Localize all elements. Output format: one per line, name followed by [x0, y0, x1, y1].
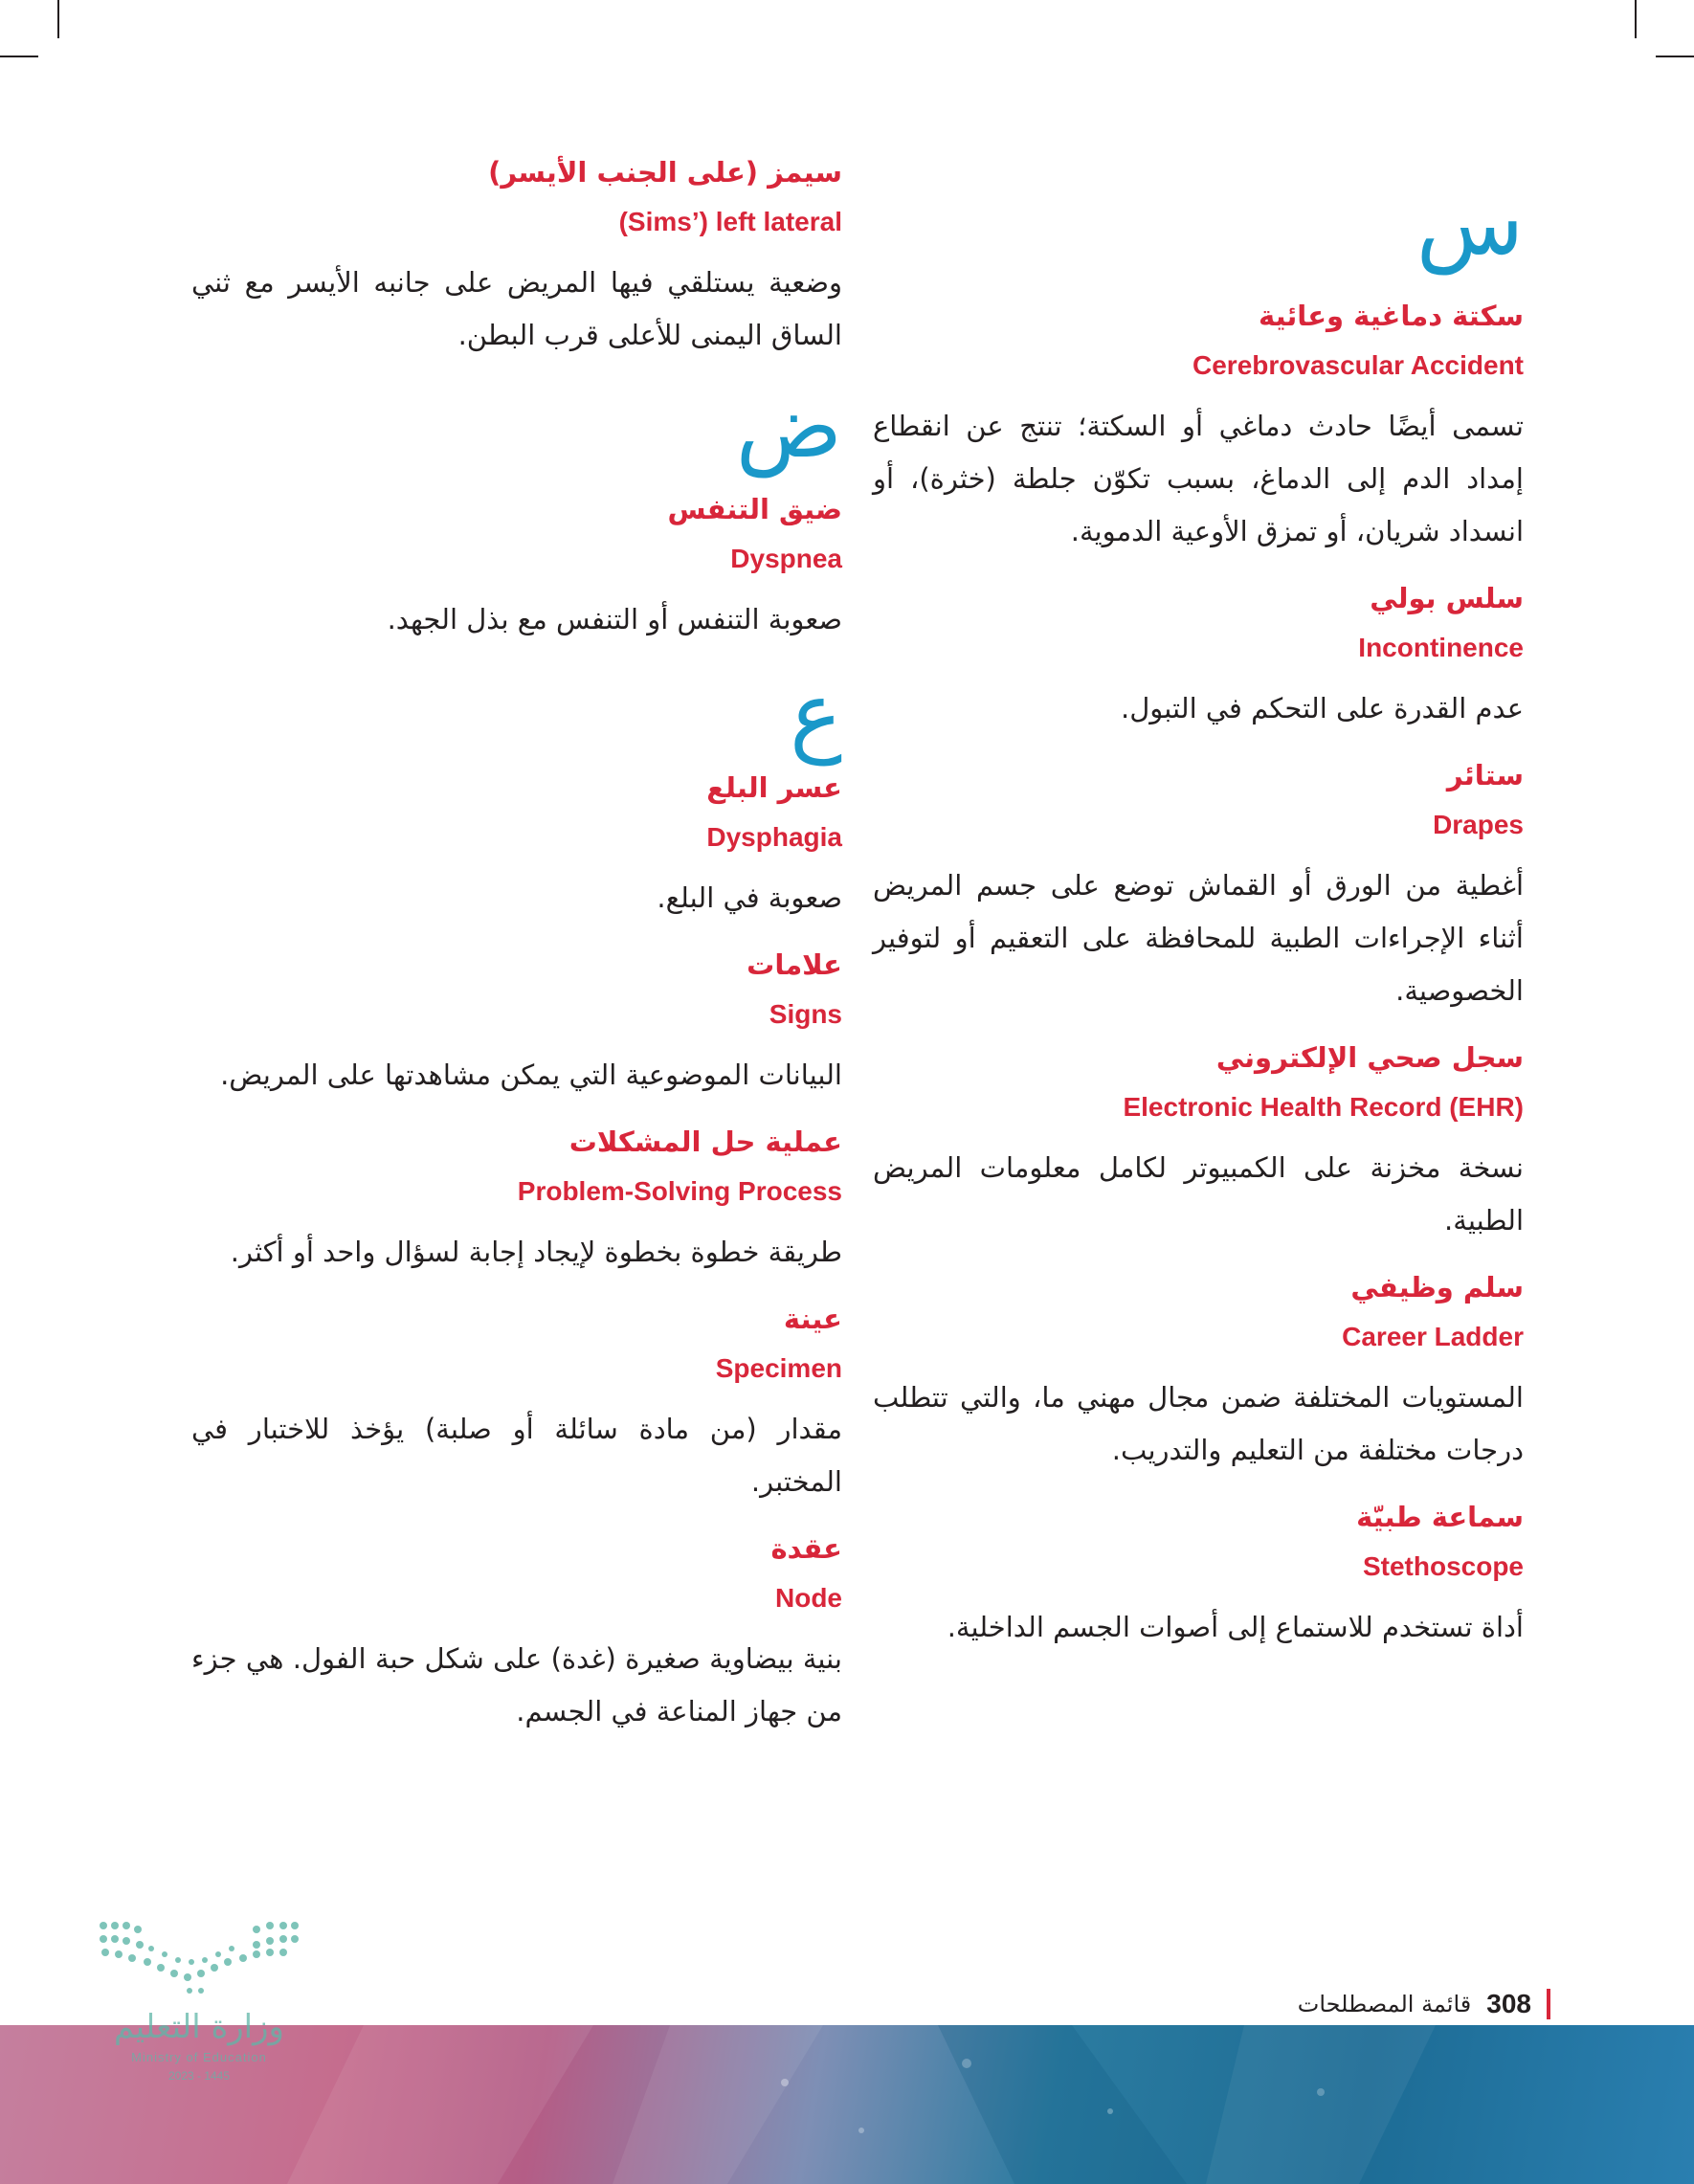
term-english: Dysphagia: [706, 822, 842, 852]
logo-dots-icon: [94, 1916, 304, 2002]
term-arabic: سلم وظيفي: [1350, 1271, 1524, 1304]
term-definition: نسخة مخزنة على الكمبيوتر لكامل معلومات المريض الطبية.: [873, 1151, 1524, 1237]
term-definition: وضعية يستلقي فيها المريض على جانبه الأيسر مع ثني الساق اليمنى للأعلى قرب البطن.: [191, 266, 842, 351]
term-definition: المستويات المختلفة ضمن مجال مهني ما، والتي تتطلب درجات مختلفة من التعليم والتدريب.: [873, 1381, 1524, 1466]
term-entry: [191, 946, 842, 1102]
logo-name-english: Ministry of Education: [131, 2050, 267, 2064]
page-divider-bar: [1547, 1989, 1550, 2019]
term-definition: أداة تستخدم للاستماع إلى أصوات الجسم الداخلية.: [947, 1611, 1524, 1643]
term-entry: [873, 1498, 1524, 1654]
term-entry: [191, 1123, 842, 1279]
crop-mark: [1635, 0, 1637, 38]
term-arabic: سلس بولي: [1370, 582, 1524, 614]
term-arabic: عينة: [783, 1303, 842, 1335]
section-letter-ain: ع: [790, 663, 842, 766]
term-entry: [191, 153, 842, 362]
term-arabic: سجل صحي الإلكتروني: [1215, 1041, 1524, 1074]
term-definition: أغطية من الورق أو القماش توضع على جسم المريض أثناء الإجراءات الطبية للمحافظة على التعقيم أو لتوفير الخصوصية.: [873, 869, 1524, 1007]
term-english: Specimen: [715, 1353, 842, 1383]
term-definition: تسمى أيضًا حادث دماغي أو السكتة؛ تنتج عن انقطاع إمداد الدم إلى الدماغ، بسبب تكوّن جلطة (خثرة)، أو انسداد شريان، أو تمزق الأوعية الدموية.: [873, 410, 1524, 547]
term-entry: [191, 490, 842, 646]
term-english: (Sims’) left lateral: [618, 207, 842, 236]
crop-mark: [57, 0, 59, 38]
crop-mark: [0, 56, 38, 57]
glossary-column-right: [873, 153, 1524, 1675]
ministry-logo: [94, 1916, 304, 2088]
term-english: Signs: [769, 999, 842, 1029]
term-entry: [191, 1529, 842, 1738]
term-english: Career Ladder: [1342, 1322, 1524, 1351]
term-english: Node: [775, 1583, 842, 1613]
term-definition: البيانات الموضوعية التي يمكن مشاهدتها على المريض.: [220, 1059, 842, 1091]
logo-name-arabic: وزارة التعليم: [114, 2008, 284, 2046]
section-letter-seen: س: [1415, 172, 1524, 275]
term-arabic: عملية حل المشكلات: [568, 1125, 842, 1158]
term-definition: عدم القدرة على التحكم في التبول.: [1120, 692, 1524, 724]
crop-mark: [1656, 56, 1694, 57]
term-english: Cerebrovascular Accident: [1192, 350, 1524, 380]
logo-year: 2023 - 1445: [167, 2069, 231, 2083]
term-english: Stethoscope: [1362, 1551, 1524, 1581]
term-english: Drapes: [1433, 810, 1524, 839]
term-entry: [873, 297, 1524, 558]
term-arabic: عسر البلع: [706, 771, 842, 804]
glossary-column-left: [191, 153, 842, 1759]
term-entry: [873, 1038, 1524, 1247]
page-footer-label: [1298, 1989, 1550, 2019]
page-title: قائمة المصطلحات: [1297, 1991, 1472, 2017]
term-english: Electronic Health Record (EHR): [1123, 1092, 1524, 1122]
section-letter-dad: ض: [735, 375, 842, 478]
term-entry: [873, 579, 1524, 735]
term-english: Dyspnea: [730, 544, 842, 573]
term-arabic: سيمز (على الجنب الأيسر): [488, 156, 842, 189]
term-definition: طريقة خطوة بخطوة لإيجاد إجابة لسؤال واحد أو أكثر.: [230, 1236, 842, 1268]
term-entry: [191, 769, 842, 925]
term-entry: [873, 756, 1524, 1017]
term-arabic: ضيق التنفس: [667, 493, 842, 525]
term-definition: بنية بيضاوية صغيرة (غدة) على شكل حبة الفول. هي جزء من جهاز المناعة في الجسم.: [191, 1642, 842, 1727]
term-arabic: علامات: [747, 948, 842, 981]
term-entry: [191, 1300, 842, 1508]
term-arabic: سكتة دماغية وعائية: [1258, 300, 1524, 332]
term-entry: [873, 1268, 1524, 1477]
term-arabic: عقدة: [770, 1532, 842, 1565]
term-definition: صعوبة التنفس أو التنفس مع بذل الجهد.: [387, 603, 842, 635]
term-arabic: سماعة طبيّة: [1356, 1501, 1524, 1533]
term-english: Problem-Solving Process: [517, 1176, 842, 1206]
term-definition: صعوبة في البلع.: [657, 881, 842, 914]
term-english: Incontinence: [1358, 633, 1524, 662]
term-arabic: ستائر: [1446, 759, 1524, 791]
page-number: 308: [1486, 1989, 1531, 2018]
term-definition: مقدار (من مادة سائلة أو صلبة) يؤخذ للاختبار في المختبر.: [191, 1413, 842, 1498]
